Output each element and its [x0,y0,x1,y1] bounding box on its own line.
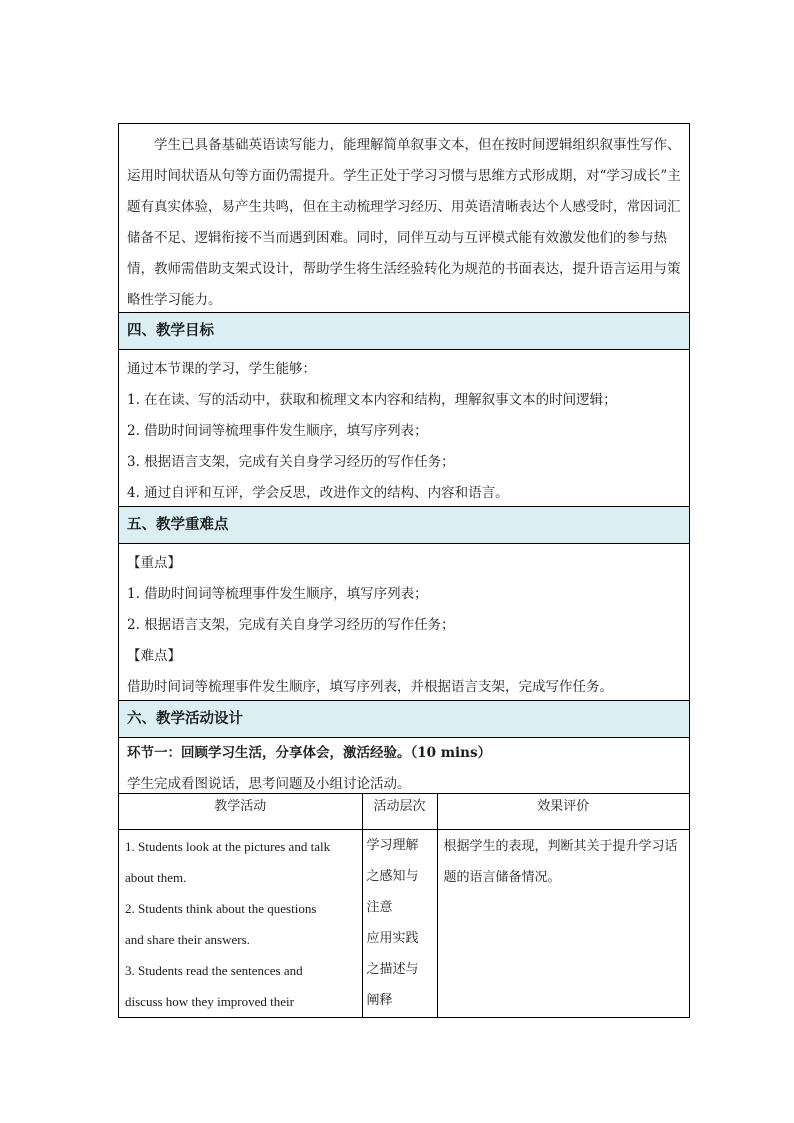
evaluation-cell: 根据学生的表现，判断其关于提升学习话题的语言储备情况。 [443,839,678,885]
key-item: 2. 根据语言支架，完成有关自身学习经历的写作任务； [127,617,455,633]
level-line: 阐释 [366,993,393,1008]
activity-line: 1. Students look at the pictures and talk [125,839,331,854]
activity-line: and share their answers. [125,932,250,947]
objective-item: 2. 借助时间词等梳理事件发生顺序，填写序列表； [127,423,428,439]
key-item: 1. 借助时间词等梳理事件发生顺序，填写序列表； [127,586,428,602]
keypoints-section [119,544,689,701]
header-evaluation: 效果评价 [437,794,689,830]
stage-title: 环节一：回顾学习生活，分享体会，激活经验。（10 mins） [127,745,492,761]
stage-description: 学生完成看图说话，思考问题及小组讨论活动。 [127,776,411,792]
difficult-label: 【难点】 [127,648,181,664]
level-line: 学习理解 [366,838,419,853]
activity-line: about them. [125,870,187,885]
objectives-intro: 通过本节课的学习，学生能够： [127,361,316,377]
objective-item: 3. 根据语言支架，完成有关自身学习经历的写作任务； [127,454,455,470]
header-activity: 教学活动 [119,794,362,830]
lesson-plan-table [118,123,690,1018]
level-line: 之感知与 [366,869,419,884]
activity-line: discuss how they improved their [125,994,294,1009]
level-line: 应用实践 [366,931,419,946]
objectives-section [119,350,689,507]
difficult-text: 借助时间词等梳理事件发生顺序，填写序列表，并根据语言支架，完成写作任务。 [127,679,613,695]
activity-line: 2. Students think about the questions [125,901,317,916]
activity-table-row [119,830,689,1018]
header-level: 活动层次 [362,794,437,830]
activity-table [119,794,689,1018]
activity-line: 3. Students read the sentences and [125,963,303,978]
objective-item: 4. 通过自评和互评，学会反思，改进作文的结构、内容和语言。 [127,485,509,501]
keypoints-heading: 五、教学重难点 [119,507,689,544]
stage-intro [119,738,689,794]
activity-cell [119,830,362,1018]
design-heading: 六、教学活动设计 [119,701,689,738]
level-line: 之描述与 [366,962,419,977]
student-analysis-paragraph: 学生已具备基础英语读写能力，能理解简单叙事文本，但在按时间逻辑组织叙事性写作、运用时间状语从句等方面仍需提升。学生正处于学习习惯与思维方式形成期，对“学习成长”主题有真实体验，易产生共鸣，但在主动梳理学习经历、用英语清晰表达个人感受时，常因词汇储备不足、逻辑衔接不当而遇到困难。同时，同伴互动与互评模式能有效激发他们的参与热情，教师需借助支架式设计，帮助学生将生活经验转化为规范的书面表达，提升语言运用与策略性学习能力。 [127,137,681,308]
objectives-heading: 四、教学目标 [119,313,689,350]
key-label: 【重点】 [127,555,181,571]
student-analysis-section [119,124,689,313]
level-line: 注意 [366,900,393,915]
lesson-plan-page [118,123,690,1018]
objective-item: 1. 在在读、写的活动中，获取和梳理文本内容和结构，理解叙事文本的时间逻辑； [127,392,617,408]
level-cell [362,830,437,1018]
